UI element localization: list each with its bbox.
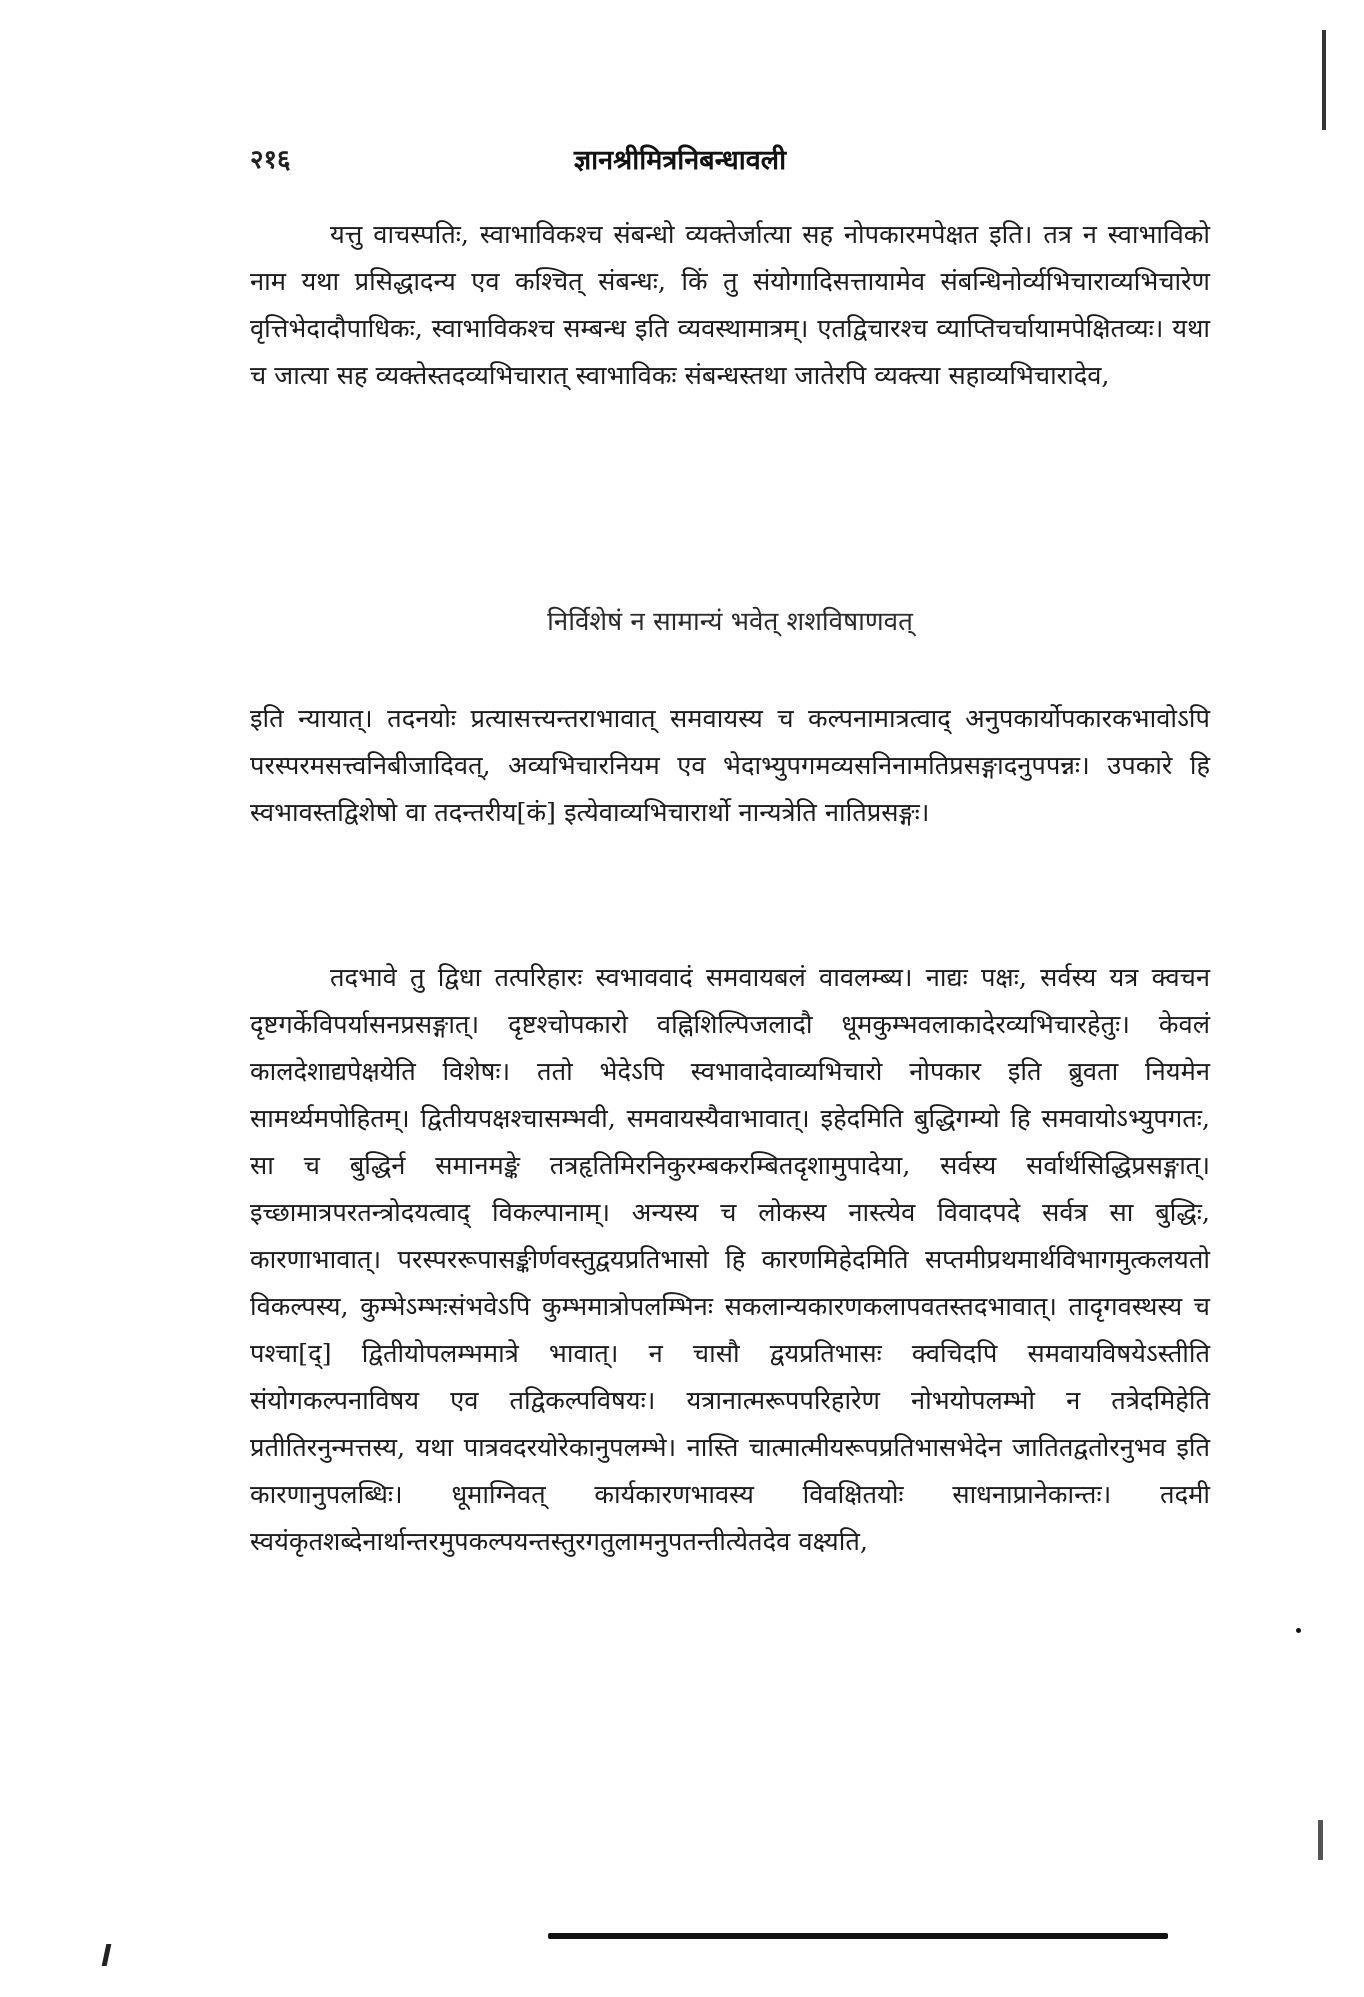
scan-speck bbox=[1296, 1628, 1301, 1633]
page-header bbox=[250, 140, 1210, 180]
running-title: ज्ञानश्रीमित्रनिबन्धावली bbox=[573, 145, 787, 176]
paragraph-3: तदभावे तु द्विधा तत्परिहारः स्वभाववादं समवायबलं वावलम्ब्य। नाद्यः पक्षः, सर्वस्य यत्र क्वचन दृष्टगर्केविपर्यासनप्रसङ्गात्। दृष्टश्चोपकारो वह्निशिल्पिजलादौ धूमकुम्भवलाकादेरव्यभिचारहेतुः। केवलं कालदेशाद्यपेक्षयेति विशेषः। ततो भेदेऽपि स्वभावादेवाव्यभिचारो नोपकार इति ब्रुवता नियमेन सामर्थ्यमपोहितम्। द्वितीयपक्षश्चासम्भवी, समवायस्यैवाभावात्। इहेदमिति बुद्धिगम्यो हि समवायोऽभ्युपगतः, सा च बुद्धिर्न समानमङ्के तत्रहृतिमिरनिकुरम्बकरम्बितदृशामुपादेया, सर्वस्य सर्वार्थसिद्धिप्रसङ्गात्। इच्छामात्रपरतन्त्रोदयत्वाद् विकल्पानाम्। अन्यस्य च लोकस्य नास्त्येव विवादपदे सर्वत्र सा बुद्धिः, कारणाभावात्। परस्पररूपासङ्कीर्णवस्तुद्वयप्रतिभासो हि कारणमिहेदमिति सप्तमीप्रथमार्थविभागमुत्कलयतो विकल्पस्य, कुम्भेऽम्भःसंभवेऽपि कुम्भमात्रोपलम्भिनः सकलान्यकारणकलापवतस्तदभावात्। तादृगवस्थस्य च पश्चा[द्] द्वितीयोपलम्भमात्रे भावात्। न चासौ द्वयप्रतिभासः क्वचिदपि समवायविषयेऽस्तीति संयोगकल्पनाविषय एव तद्विकल्पविषयः। यत्रानात्मरूपपरिहारेण नोभयोपलम्भो न तत्रेदमिहेति प्रतीतिरनुन्मत्तस्य, यथा पात्रवदरयोरेकानुपलम्भे। नास्ति चात्मात्मीयरूपप्रतिभासभेदेन जातितद्वतोरनुभव इति कारणानुपलब्धिः। धूमाग्निवत् कार्यकारणभावस्य विवक्षितयोः साधनाप्रानेकान्तः। तदमी स्वयंकृतशब्देनार्थान्तरमुपकल्पयन्तस्तुरगतुलामनुपतन्तीत्येतदेव वक्ष्यति, bbox=[250, 963, 1210, 1557]
paragraph-2: इति न्यायात्। तदनयोः प्रत्यासत्त्यन्तराभावात् समवायस्य च कल्पनामात्रत्वाद् अनुपकार्योपकारकभावोऽपि परस्परमसत्त्वनिबीजादिवत्, अव्यभिचारनियम एव भेदाभ्युपगमव्यसनिनामतिप्रसङ्गादनुपपन्नः। उपकारे हि स्वभावस्तद्विशेषो वा तदन्तरीय[कं] इत्येवाव्यभिचारार्थो नान्यत्रेति नातिप्रसङ्गः। bbox=[250, 704, 1210, 828]
scan-margin-mark bbox=[102, 1944, 112, 1966]
scan-bottom-rule bbox=[548, 1933, 1168, 1939]
page-number: २१६ bbox=[250, 145, 291, 175]
scan-spine-edge-lower bbox=[1318, 1820, 1323, 1860]
scan-spine-edge bbox=[1322, 30, 1326, 130]
verse-line: निर्विशेषं न सामान्यं भवेत् शशविषाणवत् bbox=[547, 607, 913, 637]
paragraph-1: यत्तु वाचस्पतिः, स्वाभाविकश्च संबन्धो व्यक्तेर्जात्या सह नोपकारमपेक्षत इति। तत्र न स्वाभाविको नाम यथा प्रसिद्धादन्य एव कश्चित् संबन्धः, किं तु संयोगादिसत्तायामेव संबन्धिनोर्व्यभिचाराव्यभिचारेण वृत्तिभेदादौपाधिकः, स्वाभाविकश्च सम्बन्ध इति व्यवस्थामात्रम्। एतद्विचारश्च व्याप्तिचर्चायामपेक्षितव्यः। यथा च जात्या सह व्यक्तेस्तदव्यभिचारात् स्वाभाविकः संबन्धस्तथा जातेरपि व्यक्त्या सहाव्यभिचारादेव, bbox=[250, 220, 1210, 391]
